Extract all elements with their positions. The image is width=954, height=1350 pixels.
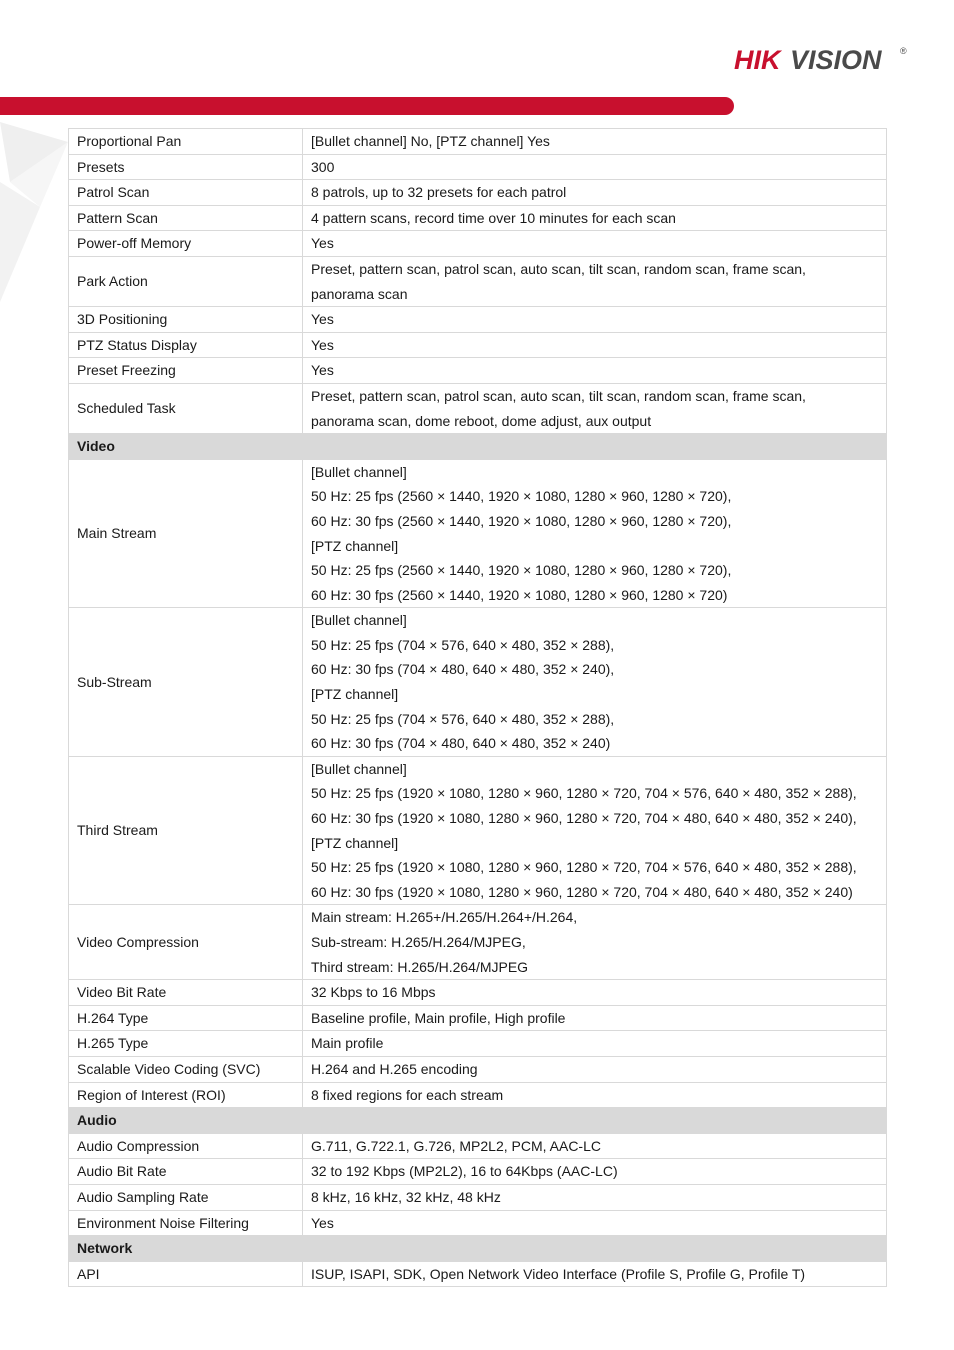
spec-key: Third Stream [69, 756, 303, 905]
spec-value-line: 50 Hz: 25 fps (704 × 576, 640 × 480, 352 × 288), [311, 710, 615, 727]
spec-value [303, 980, 887, 1006]
spec-value-line: 8 patrols, up to 32 presets for each patrol [311, 184, 567, 201]
spec-value [303, 1133, 887, 1159]
spec-value-line: 8 kHz, 16 kHz, 32 kHz, 48 kHz [311, 1188, 501, 1205]
spec-key: Environment Noise Filtering [69, 1210, 303, 1236]
spec-key: Audio Compression [69, 1133, 303, 1159]
spec-row [69, 231, 887, 257]
spec-row [69, 1261, 887, 1287]
spec-value-line: 60 Hz: 30 fps (1920 × 1080, 1280 × 960, 1280 × 720, 704 × 480, 640 × 480, 352 × 240) [311, 883, 853, 900]
spec-value-line: 60 Hz: 30 fps (1920 × 1080, 1280 × 960, 1280 × 720, 704 × 480, 640 × 480, 352 × 240), [311, 810, 857, 827]
spec-value [303, 307, 887, 333]
spec-value-line: Third stream: H.265/H.264/MJPEG [311, 958, 529, 975]
spec-row [69, 1056, 887, 1082]
spec-value-line: 300 [311, 158, 335, 175]
spec-value-line: [Bullet channel] No, [PTZ channel] Yes [311, 133, 550, 149]
spec-value [303, 1005, 887, 1031]
spec-row [69, 256, 887, 306]
hikvision-logo [734, 42, 910, 76]
spec-value-line: [PTZ channel] [311, 537, 399, 554]
spec-value [303, 256, 887, 306]
spec-row [69, 129, 887, 155]
spec-value [303, 383, 887, 433]
spec-value-line: Main stream: H.265+/H.265/H.264+/H.264, [311, 909, 578, 926]
spec-row [69, 1133, 887, 1159]
section-title: Network [69, 1236, 887, 1262]
spec-value-line: [PTZ channel] [311, 686, 399, 703]
spec-row [69, 180, 887, 206]
spec-row [69, 383, 887, 433]
spec-table [68, 128, 887, 1287]
spec-key: Preset Freezing [69, 358, 303, 384]
spec-value [303, 459, 887, 608]
spec-value-line: 50 Hz: 25 fps (1920 × 1080, 1280 × 960, 1280 × 720, 704 × 576, 640 × 480, 352 × 288), [311, 785, 857, 802]
spec-value-line: 60 Hz: 30 fps (2560 × 1440, 1920 × 1080, 1280 × 960, 1280 × 720) [311, 586, 728, 603]
spec-value [303, 332, 887, 358]
spec-key: PTZ Status Display [69, 332, 303, 358]
spec-value-line: [Bullet channel] [311, 612, 407, 629]
spec-row [69, 1159, 887, 1185]
spec-value [303, 1159, 887, 1185]
spec-value-line: 8 fixed regions for each stream [311, 1086, 504, 1103]
spec-row [69, 307, 887, 333]
spec-key: Scheduled Task [69, 383, 303, 433]
spec-key: Scalable Video Coding (SVC) [69, 1056, 303, 1082]
spec-value-line: H.264 and H.265 encoding [311, 1060, 478, 1077]
spec-key: Audio Bit Rate [69, 1159, 303, 1185]
spec-value-line: [Bullet channel] [311, 760, 407, 777]
spec-value [303, 756, 887, 905]
logo-hik: HIK [734, 45, 781, 75]
spec-row [69, 905, 887, 980]
spec-key: Video Bit Rate [69, 980, 303, 1006]
spec-key: H.264 Type [69, 1005, 303, 1031]
spec-row [69, 1184, 887, 1210]
spec-key: Proportional Pan [69, 129, 303, 155]
spec-row [69, 459, 887, 608]
spec-value-line: 60 Hz: 30 fps (2560 × 1440, 1920 × 1080, 1280 × 960, 1280 × 720), [311, 512, 732, 529]
spec-value [303, 1082, 887, 1108]
spec-value-line: Preset, pattern scan, patrol scan, auto scan, tilt scan, random scan, frame scan, [311, 260, 806, 277]
spec-row [69, 756, 887, 905]
spec-value-line: panorama scan, dome reboot, dome adjust, aux output [311, 412, 652, 429]
spec-value-line: Yes [311, 362, 334, 379]
section-header [69, 1108, 887, 1134]
spec-row [69, 154, 887, 180]
spec-value [303, 1184, 887, 1210]
spec-value-line: 50 Hz: 25 fps (704 × 576, 640 × 480, 352 × 288), [311, 636, 615, 653]
spec-row [69, 608, 887, 757]
spec-value-line: [PTZ channel] [311, 834, 399, 851]
spec-row [69, 205, 887, 231]
section-header [69, 434, 887, 460]
spec-value [303, 358, 887, 384]
spec-value [303, 180, 887, 206]
spec-key: Main Stream [69, 459, 303, 608]
star-watermark-icon [0, 112, 70, 312]
spec-key: Pattern Scan [69, 205, 303, 231]
spec-key: API [69, 1261, 303, 1287]
spec-value [303, 205, 887, 231]
spec-value [303, 608, 887, 757]
section-title: Video [69, 434, 887, 460]
spec-value-line: 60 Hz: 30 fps (704 × 480, 640 × 480, 352 × 240), [311, 661, 615, 678]
spec-key: Park Action [69, 256, 303, 306]
spec-value-line: ISUP, ISAPI, SDK, Open Network Video Interface (Profile S, Profile G, Profile T) [311, 1265, 806, 1282]
spec-value [303, 1031, 887, 1057]
spec-value [303, 154, 887, 180]
spec-value-line: Main profile [311, 1035, 384, 1052]
spec-value-line: 4 pattern scans, record time over 10 minutes for each scan [311, 209, 676, 226]
logo-vision: VISION [790, 45, 882, 75]
spec-row [69, 358, 887, 384]
spec-value [303, 1056, 887, 1082]
spec-value [303, 1261, 887, 1287]
spec-key: Region of Interest (ROI) [69, 1082, 303, 1108]
section-title: Audio [69, 1108, 887, 1134]
spec-value-line: [Bullet channel] [311, 463, 407, 480]
spec-key: 3D Positioning [69, 307, 303, 333]
spec-value-line: Preset, pattern scan, patrol scan, auto scan, tilt scan, random scan, frame scan, [311, 387, 806, 404]
spec-row [69, 332, 887, 358]
spec-key: H.265 Type [69, 1031, 303, 1057]
spec-value-line: panorama scan [311, 285, 408, 302]
header-red-bar [0, 97, 734, 115]
spec-value [303, 231, 887, 257]
spec-value-line: Yes [311, 336, 334, 353]
spec-value [303, 129, 887, 155]
spec-value-line: 50 Hz: 25 fps (2560 × 1440, 1920 × 1080, 1280 × 960, 1280 × 720), [311, 562, 732, 579]
spec-value-line: Baseline profile, Main profile, High profile [311, 1009, 566, 1026]
spec-row [69, 1005, 887, 1031]
spec-value [303, 1210, 887, 1236]
spec-value-line: 32 Kbps to 16 Mbps [311, 984, 436, 1001]
spec-row [69, 1210, 887, 1236]
spec-value-line: 50 Hz: 25 fps (1920 × 1080, 1280 × 960, 1280 × 720, 704 × 576, 640 × 480, 352 × 288), [311, 859, 857, 876]
spec-row [69, 1082, 887, 1108]
spec-key: Video Compression [69, 905, 303, 980]
spec-row [69, 1031, 887, 1057]
spec-value-line: Yes [311, 235, 334, 252]
spec-value-line: 60 Hz: 30 fps (704 × 480, 640 × 480, 352 × 240) [311, 735, 611, 752]
spec-value-line: G.711, G.722.1, G.726, MP2L2, PCM, AAC-LC [311, 1137, 601, 1154]
spec-value-line: 50 Hz: 25 fps (2560 × 1440, 1920 × 1080, 1280 × 960, 1280 × 720), [311, 488, 732, 505]
spec-key: Audio Sampling Rate [69, 1184, 303, 1210]
spec-key: Power-off Memory [69, 231, 303, 257]
spec-value [303, 905, 887, 980]
spec-value-line: 32 to 192 Kbps (MP2L2), 16 to 64Kbps (AAC-LC) [311, 1163, 618, 1180]
section-header [69, 1236, 887, 1262]
spec-value-line: Yes [311, 1214, 334, 1231]
spec-value-line: Yes [311, 311, 334, 328]
spec-key: Sub-Stream [69, 608, 303, 757]
spec-value-line: Sub-stream: H.265/H.264/MJPEG, [311, 934, 526, 950]
spec-row [69, 980, 887, 1006]
spec-key: Patrol Scan [69, 180, 303, 206]
logo-registered-mark: ® [900, 46, 907, 56]
spec-key: Presets [69, 154, 303, 180]
